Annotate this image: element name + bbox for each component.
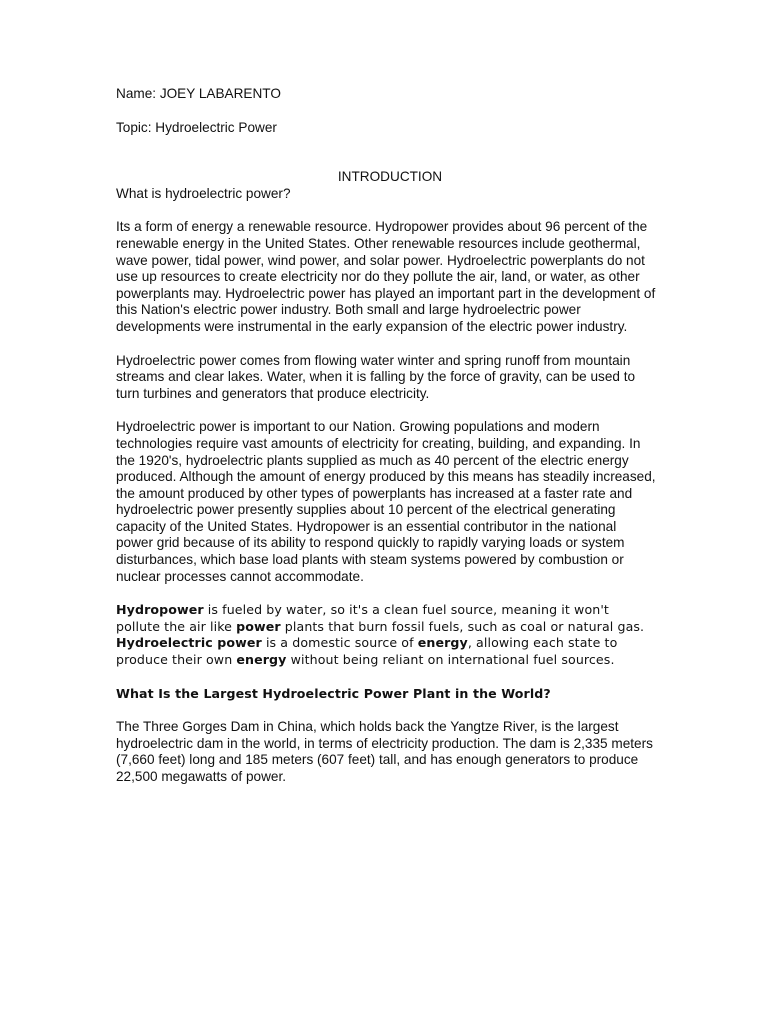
- paragraph-three-gorges: The Three Gorges Dam in China, which holds back the Yangtze River, is the largest hydroelectric dam in the world, in terms of electricity production. The dam is 2,335 meters (7,660 feet) long and 185 meters (607 feet) tall, and has enough generators to produce 22,500 megawatts of power.: [116, 719, 653, 784]
- term-energy: energy: [417, 635, 468, 651]
- paragraph-clean-fuel: [116, 602, 656, 668]
- paragraph-text: without being reliant on international fuel sources.: [286, 652, 615, 668]
- paragraph-flowing-water: Hydroelectric power comes from flowing water winter and spring runoff from mountain streams and clear lakes. Water, when it is falling by the force of gravity, can be used to turn turbines and generators that produce electricity.: [116, 352, 636, 401]
- term-power: power: [236, 618, 281, 634]
- author-name-line: Name: JOEY LABARENTO: [116, 86, 281, 101]
- paragraph-importance: Hydroelectric power is important to our Nation. Growing populations and modern technologies require vast amounts of electricity for creating, building, and expanding. In the 1920's, hydroelectric plants supplied as much as 40 percent of the electric energy produced. Although the amount of energy produced by this means has steadily increased, the amount produced by other types of powerplants has increased at a faster rate and hydroelectric power presently supplies about 10 percent of the electrical generating capacity of the United States. Hydropower is an essential contributor in the national power grid because of its ability to respond quickly to rapidly varying loads or system disturbances, which base load plants with steam systems powered by combustion or nuclear processes cannot accommodate.: [116, 419, 656, 584]
- document-body: [116, 86, 656, 803]
- term-energy: energy: [236, 652, 287, 668]
- question-heading: What is hydroelectric power?: [116, 185, 291, 201]
- term-hydropower: Hydropower: [116, 602, 204, 618]
- introduction-heading: INTRODUCTION: [337, 169, 443, 185]
- topic-line: Topic: Hydroelectric Power: [116, 119, 277, 135]
- paragraph-renewable-resource: Its a form of energy a renewable resource. Hydropower provides about 96 percent of the renewable energy in the United States. Other renewable resources include geothermal, wave power, tidal power, wind power, and solar power. Hydroelectric powerplants do not use up resources to create electricity nor do they pollute the air, land, or water, as other powerplants may. Hydroelectric power has played an important part in the development of this Nation's electric power industry. Both small and large hydroelectric power developments were instrumental in the early expansion of the electric power industry.: [116, 219, 656, 334]
- paragraph-text: plants that burn fossil fuels, such as coal or natural gas.: [280, 618, 645, 634]
- term-hydroelectric-power: Hydroelectric power: [116, 635, 262, 651]
- paragraph-text: , allowing each state to produce their own: [116, 635, 618, 668]
- paragraph-text: is fueled by water, so it's a clean fuel source, meaning it won't pollute the air like: [116, 602, 609, 634]
- paragraph-text: is a domestic source of: [261, 635, 418, 651]
- largest-plant-heading: What Is the Largest Hydroelectric Power Plant in the World?: [116, 685, 551, 701]
